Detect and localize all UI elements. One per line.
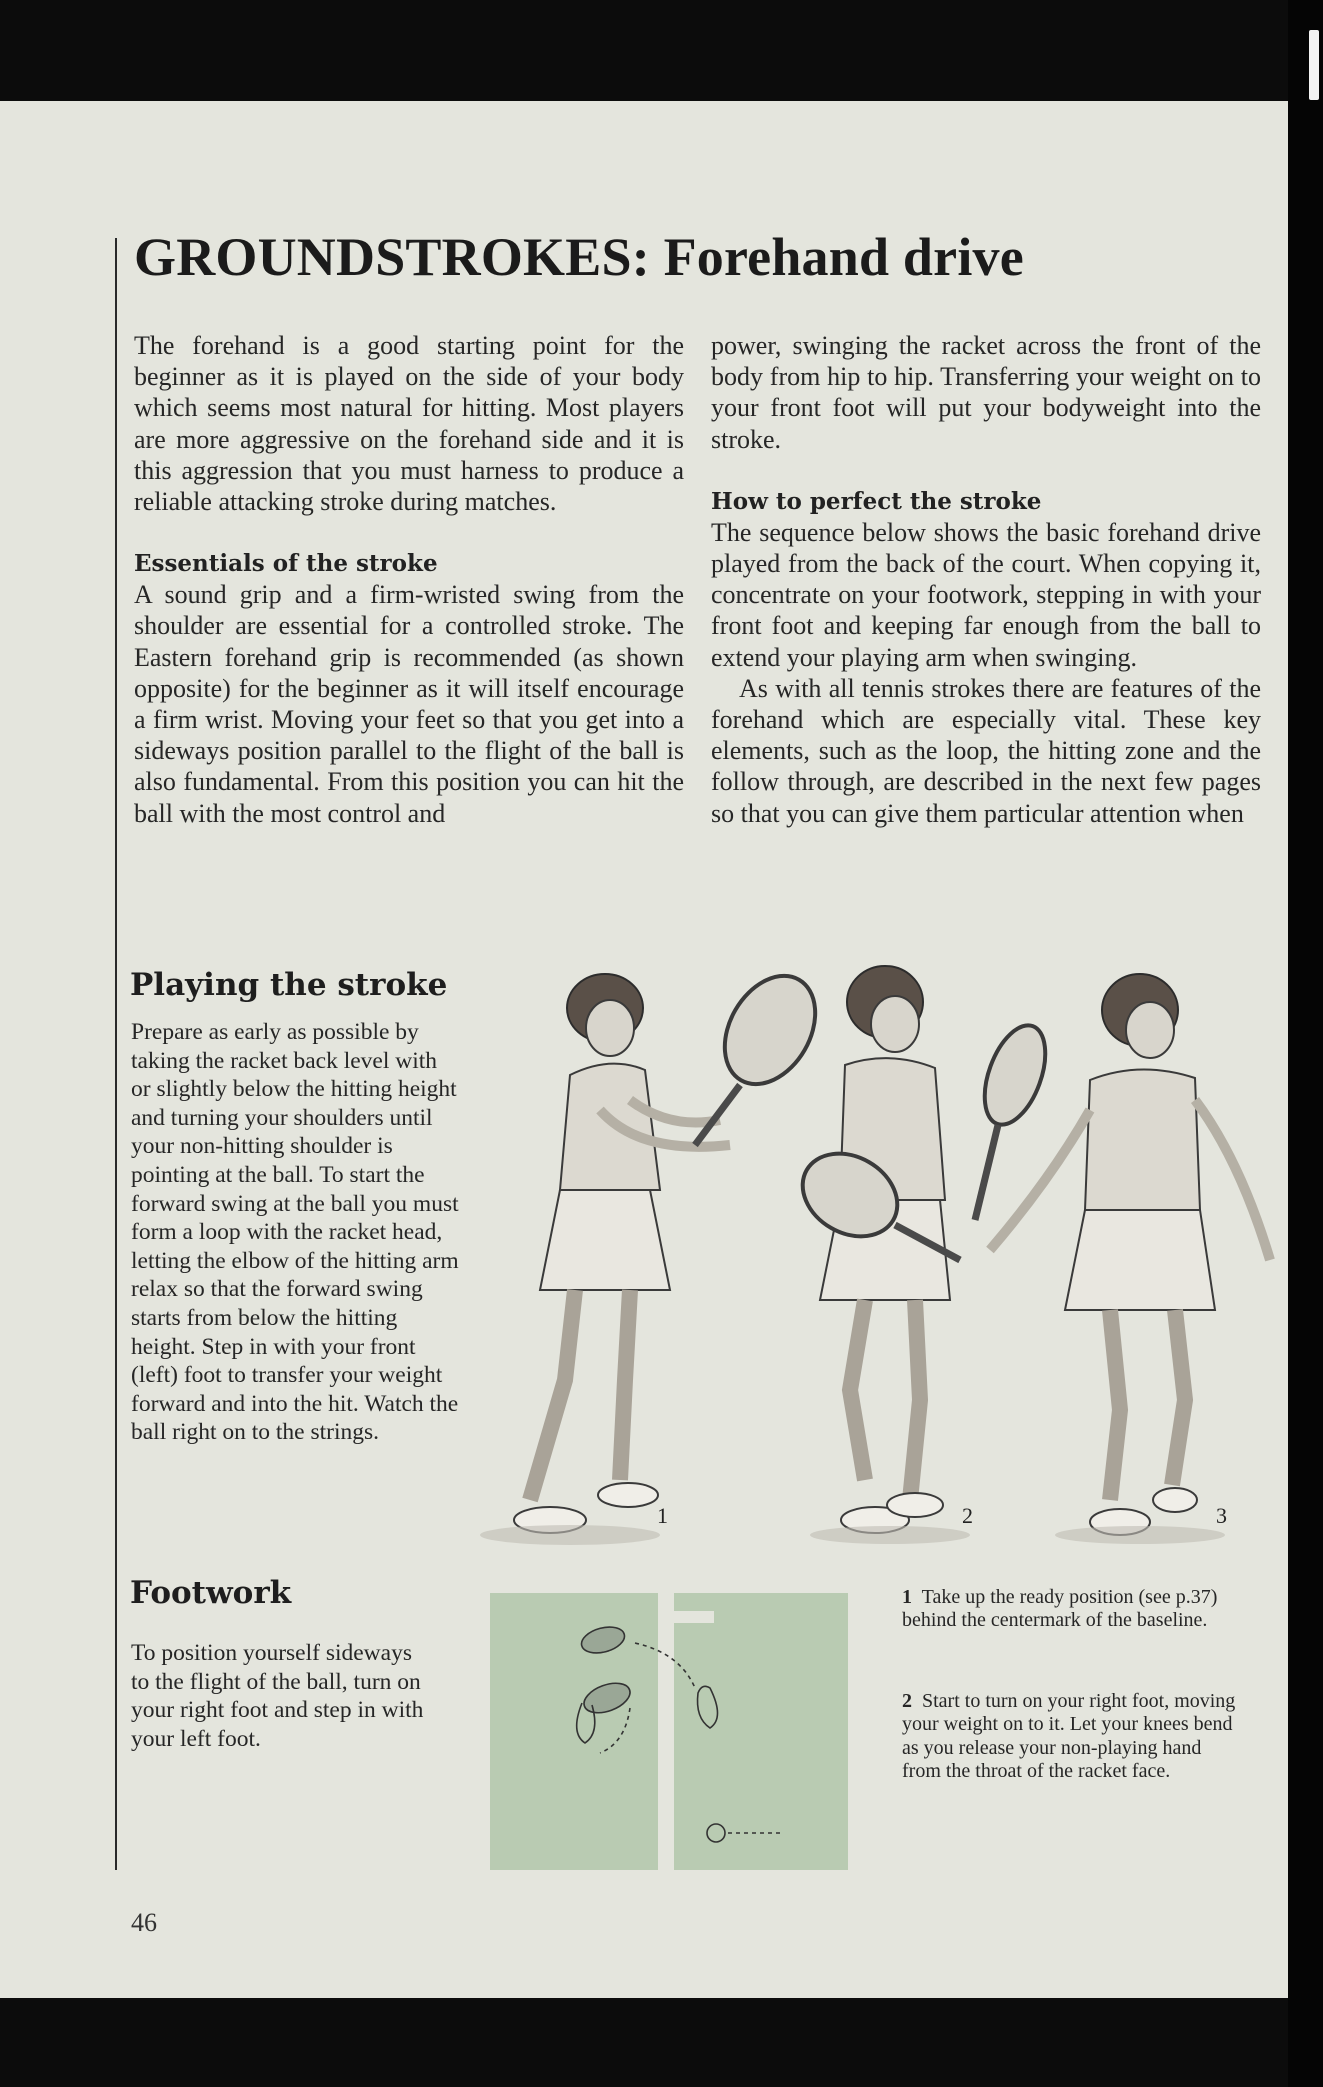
caption-2: 2 Start to turn on your right foot, moving your weight on to it. Let your knees bend as you release your non-playing hand from the throat of the racket face. xyxy=(902,1690,1236,1783)
perfect-paragraph-1: The sequence below shows the basic forehand drive played from the back of the court. When copying it, concentrate on your footwork, stepping in with your front foot and keeping far enough from the ball to extend your playing arm when swinging. xyxy=(711,517,1261,672)
essentials-heading: Essentials of the stroke xyxy=(134,550,438,578)
essentials-paragraph: A sound grip and a firm-wristed swing from the shoulder are essential for a controlled stroke. The Eastern forehand grip is recommended (as shown opposite) for the beginner as it will itself encourage a firm wrist. Moving your feet so that you get into a sideways position parallel to the flight of the ball is also fundamental. From this position you can hit the ball with the most control and xyxy=(134,580,684,828)
centermark xyxy=(674,1611,714,1623)
figure-number-2: 2 xyxy=(962,1503,973,1528)
footwork-paragraph: To position yourself sideways to the flight of the ball, turn on your right foot and step in with your left foot. xyxy=(131,1640,424,1752)
court-panel-left xyxy=(490,1593,658,1870)
page-title: GROUNDSTROKES: Forehand drive xyxy=(134,227,1024,287)
continued-paragraph: power, swinging the racket across the front of the body from hip to hip. Transferring your weight on to your front foot will put your bodyweight into the stroke. xyxy=(711,331,1261,454)
figure-number-1: 1 xyxy=(657,1503,668,1528)
perfect-paragraph-2: As with all tennis strokes there are features of the forehand which are especially vital. These key elements, such as the loop, the hitting zone and the follow through, are described in the next few pages so that you can give them particular attention when xyxy=(711,673,1261,828)
footwork-diagram xyxy=(490,1593,848,1870)
text-column-left xyxy=(134,330,684,829)
book-spine xyxy=(1288,0,1323,2087)
intro-paragraph: The forehand is a good starting point for the beginner as it is played on the side of your body which seems most natural for hitting. Most players are more aggressive on the forehand side and it is this aggression that you must harness to produce a reliable attacking stroke during matches. xyxy=(134,331,684,517)
spine-mark xyxy=(1309,30,1319,100)
figure-number-3: 3 xyxy=(1216,1503,1227,1528)
player-2-figure xyxy=(820,966,950,1533)
player-1-figure xyxy=(514,974,730,1533)
racket-1 xyxy=(695,960,834,1145)
court-panel-right xyxy=(674,1593,848,1870)
racket-2a xyxy=(973,1017,1057,1220)
footwork-heading: Footwork xyxy=(130,1575,292,1611)
perfect-heading: How to perfect the stroke xyxy=(711,487,1042,515)
forehand-sequence-illustration xyxy=(470,960,1278,1560)
text-column-right xyxy=(711,330,1261,829)
ground-shadow xyxy=(480,1525,1225,1545)
margin-rule xyxy=(115,238,117,1870)
playing-paragraph: Prepare as early as possible by taking the racket back level with or slightly below the hitting height and turning your shoulders until your non-hitting shoulder is pointing at the ball. To start the forward swing at the ball you must form a loop with the racket head, letting the elbow of the hitting arm relax so that the forward swing starts from below the hitting height. Step in with your front (left) foot to transfer your weight forward and into the hit. Watch the ball right on to the strings. xyxy=(131,1019,459,1446)
page-number: 46 xyxy=(131,1908,157,1937)
playing-heading: Playing the stroke xyxy=(130,967,448,1003)
caption-1: 1 Take up the ready position (see p.37) behind the centermark of the baseline. xyxy=(902,1586,1218,1632)
